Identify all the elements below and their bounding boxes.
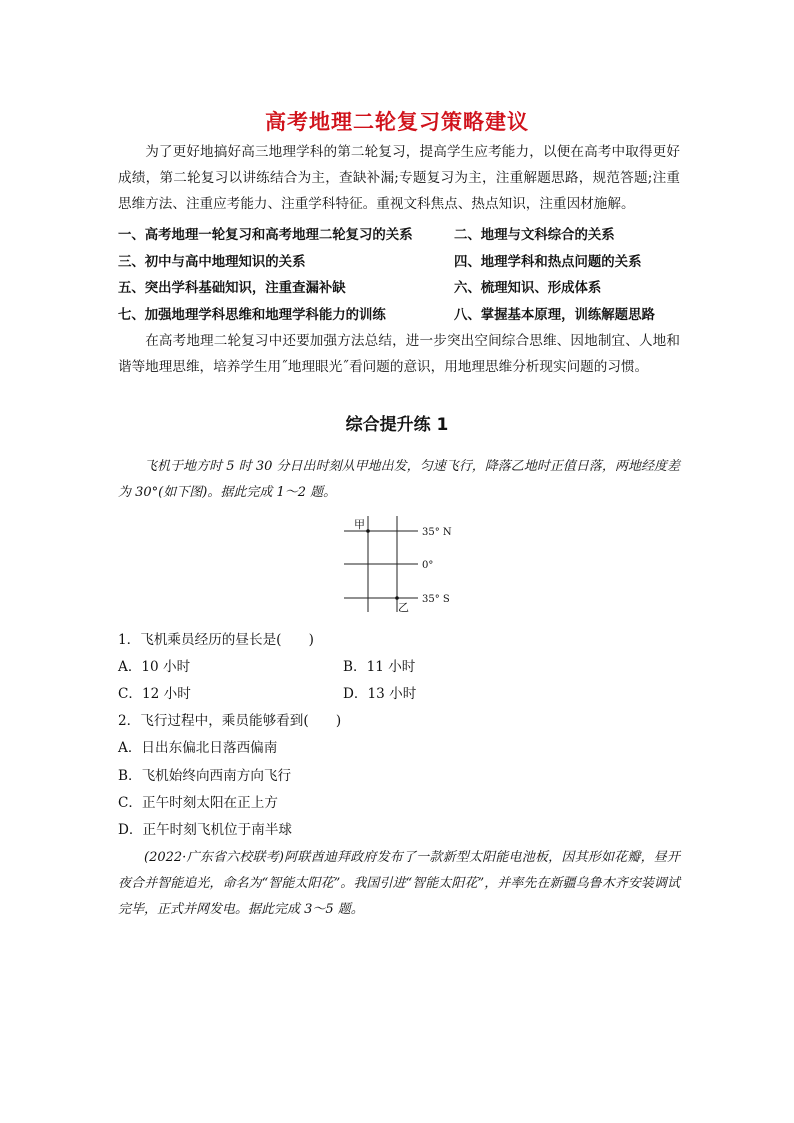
point-jia-marker <box>366 529 370 533</box>
q2-option-b: B．飞机始终向西南方向飞行 <box>118 768 292 784</box>
outline-item: 八、掌握基本原理，训练解题思路 <box>454 307 655 323</box>
q1-option-c: C．12 小时 <box>118 686 191 702</box>
question-stem-2: (2022·广东省六校联考)阿联酋迪拜政府发布了一款新型太阳能电池板，因其形如花瓣，昼开夜合并智能追光，命名为“智能太阳花”。我国引进“智能太阳花”，并率先在新疆乌鲁木齐安装调试完毕，正式并网发电。据此完成 3～5 题。 <box>118 850 680 917</box>
q1-option-a: A．10 小时 <box>118 659 191 675</box>
label-35s: 35° S <box>422 594 450 605</box>
label-35n: 35° N <box>422 527 452 538</box>
outline-item: 一、高考地理一轮复习和高考地理二轮复习的关系 <box>118 228 413 243</box>
q2-option-d: D．正午时刻飞机位于南半球 <box>118 822 293 838</box>
question-stem-1: 飞机于地方时 5 时 30 分日出时刻从甲地出发，匀速飞行，降落乙地时正值日落，两地经度差为 30°(如下图)。据此完成 1～2 题。 <box>118 459 680 500</box>
outline-item: 六、梳理知识、形成体系 <box>454 281 602 296</box>
latitude-diagram <box>338 514 468 614</box>
point-yi-marker <box>395 596 399 600</box>
q2-option-c: C．正午时刻太阳在正上方 <box>118 795 278 811</box>
outline-row <box>118 220 680 247</box>
page-title: 高考地理二轮复习策略建议 <box>265 110 529 134</box>
question-1-stem: 1．飞机乘员经历的昼长是( ) <box>118 632 314 648</box>
label-equator: 0° <box>422 560 434 571</box>
outline-item: 四、地理学科和热点问题的关系 <box>454 254 642 270</box>
section-title: 综合提升练 1 <box>345 415 449 435</box>
q1-option-d: D．13 小时 <box>343 686 417 702</box>
outline-item: 三、初中与高中地理知识的关系 <box>118 254 306 270</box>
outline-item: 五、突出学科基础知识，注重查漏补缺 <box>118 281 346 296</box>
outline-row <box>118 247 680 274</box>
question-2-stem: 2．飞行过程中，乘员能够看到( ) <box>118 713 342 729</box>
intro-paragraph: 为了更好地搞好高三地理学科的第二轮复习，提高学生应考能力，以便在高考中取得更好成绩，第二轮复习以讲练结合为主，查缺补漏;专题复习为主，注重解题思路，规范答题;注重思维方法、注重应考能力、注重学科特征。重视文科焦点、热点知识，注重因材施解。 <box>118 144 680 212</box>
outline-row <box>118 300 680 327</box>
label-jia: 甲 <box>354 518 365 531</box>
outline-row <box>118 273 680 300</box>
outline-item: 七、加强地理学科思维和地理学科能力的训练 <box>118 307 386 323</box>
label-yi: 乙 <box>398 601 409 614</box>
outline-item: 二、地理与文科综合的关系 <box>454 228 615 243</box>
outline-list <box>118 220 680 326</box>
q2-option-a: A．日出东偏北日落西偏南 <box>118 740 278 756</box>
closing-paragraph: 在高考地理二轮复习中还要加强方法总结，进一步突出空间综合思维、因地制宜、人地和谐等地理思维，培养学生用˝地理眼光˝看问题的意识，用地理思维分析现实问题的习惯。 <box>118 333 680 375</box>
q1-option-b: B．11 小时 <box>343 659 416 675</box>
